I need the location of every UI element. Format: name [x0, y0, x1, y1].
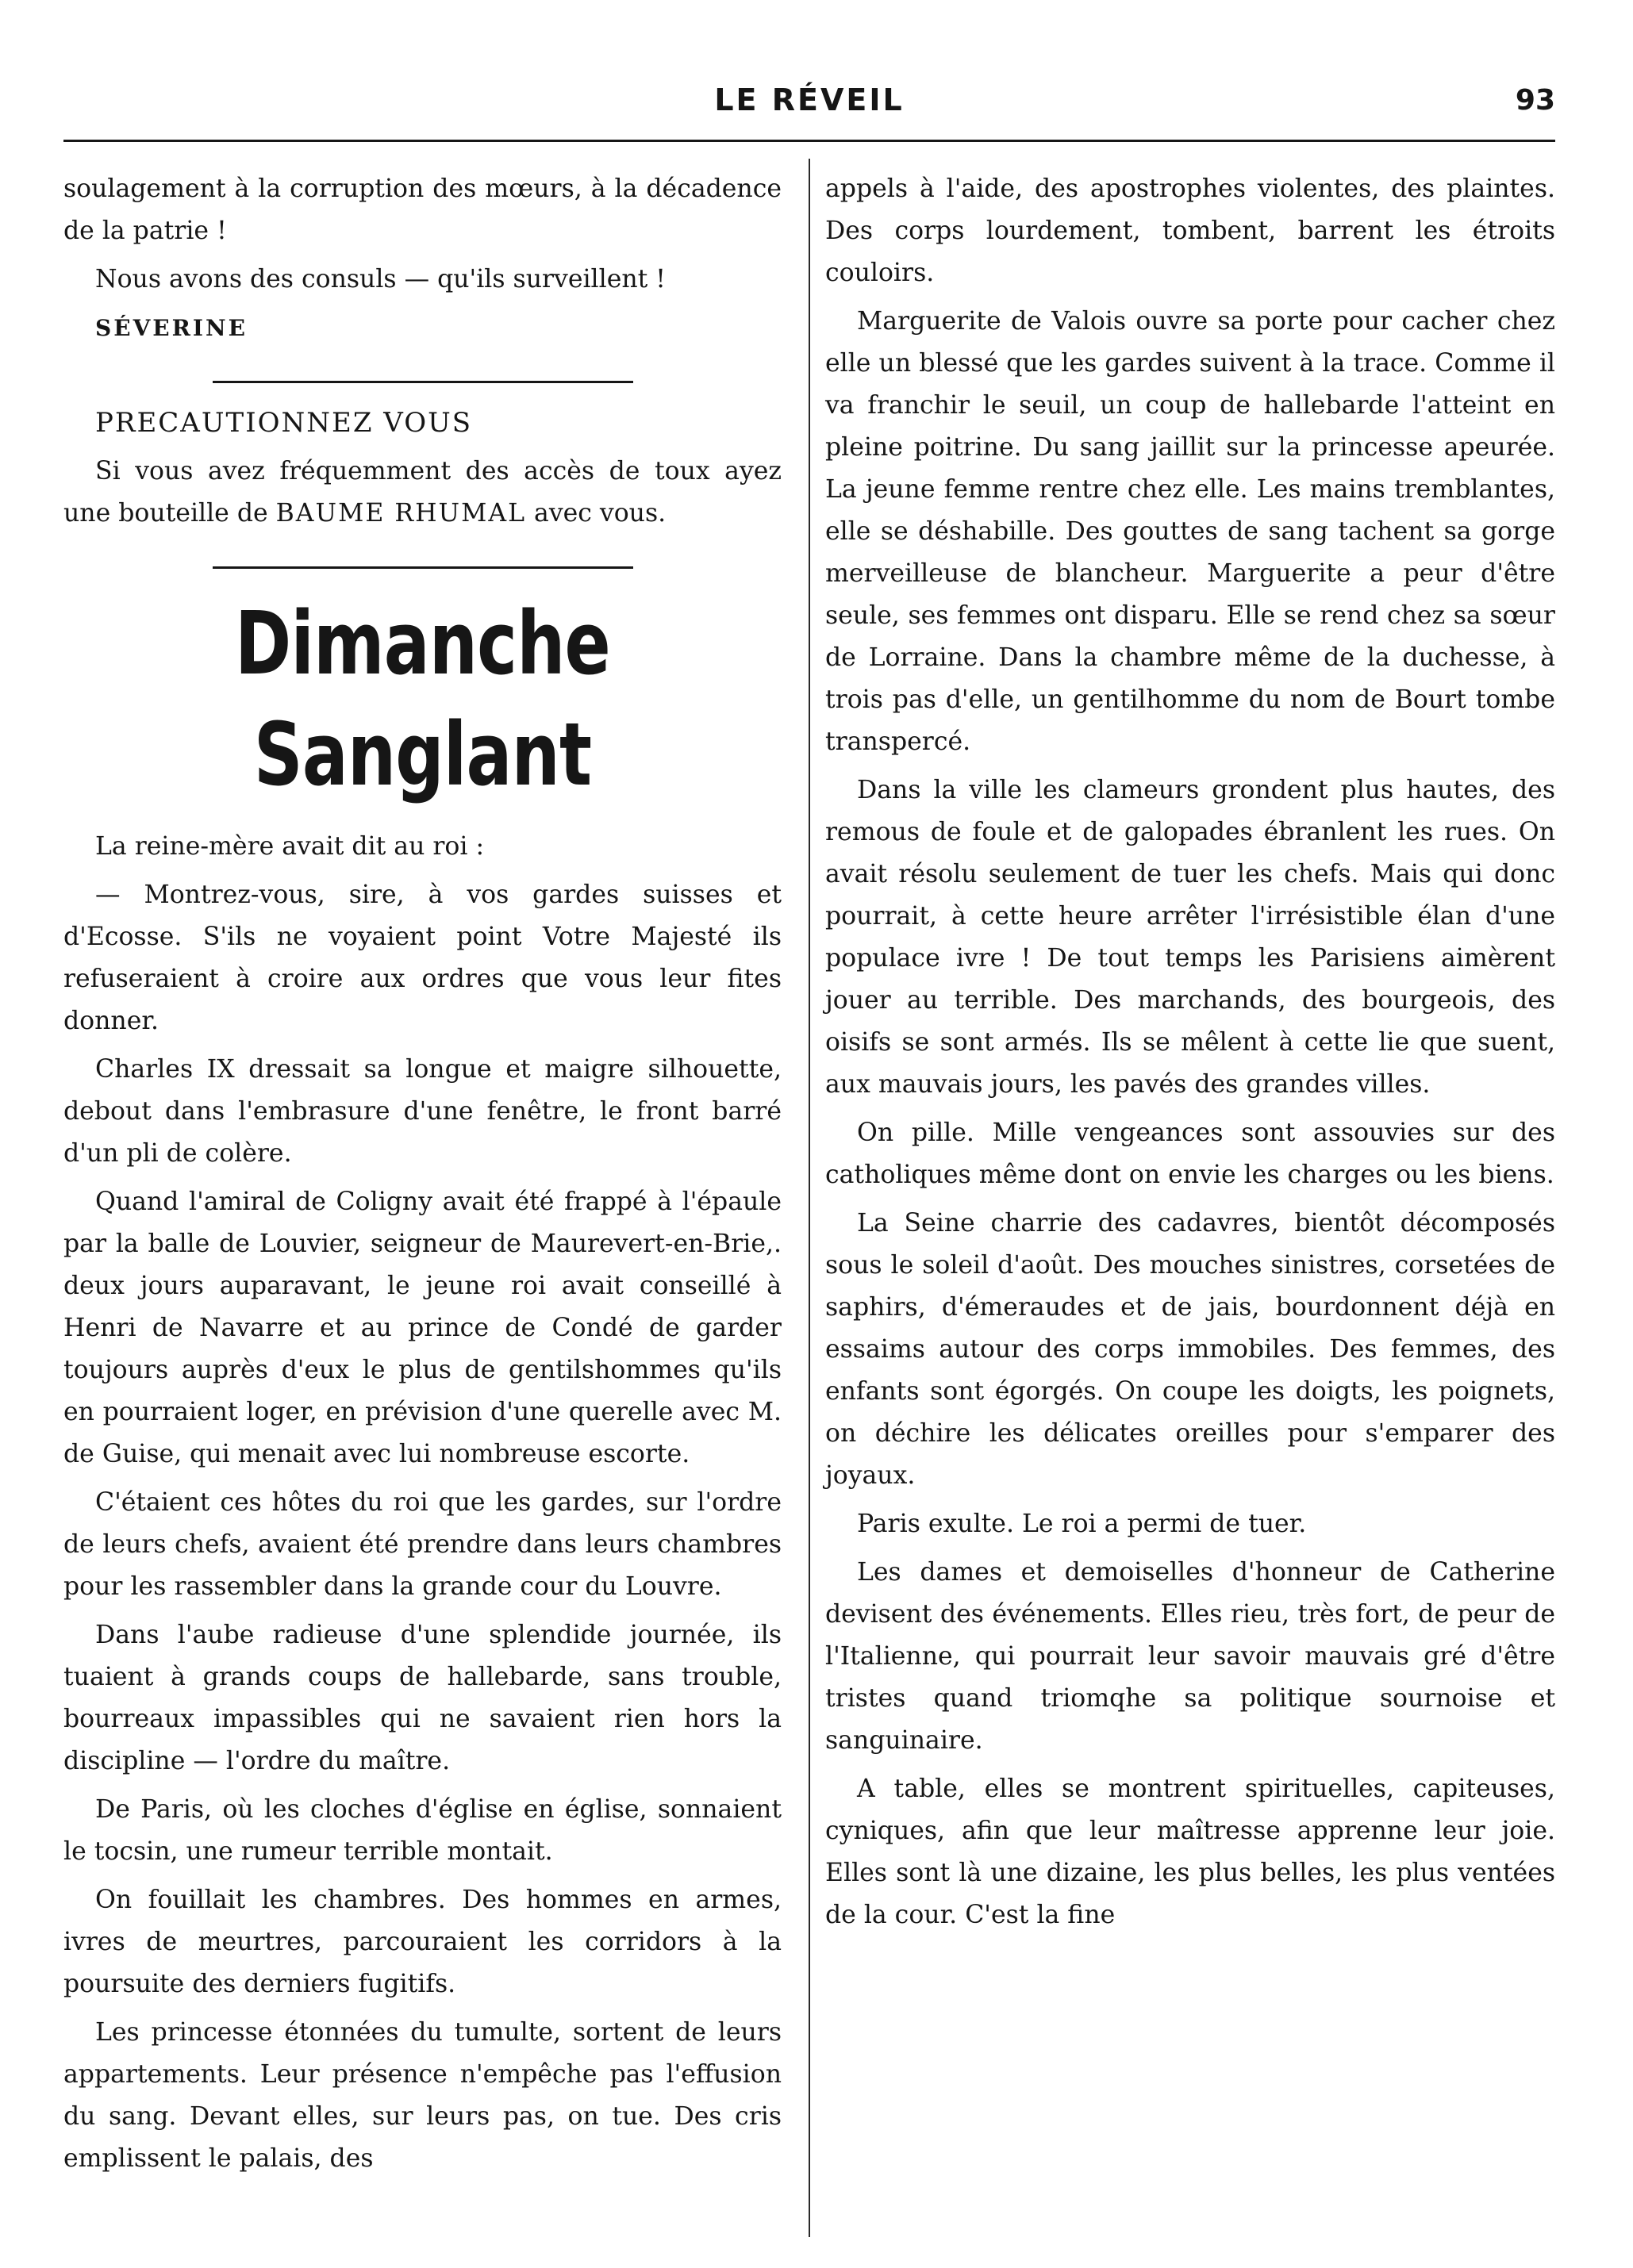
notice-title: PRECAUTIONNEZ VOUS	[95, 407, 473, 439]
paragraph: C'étaient ces hôtes du roi que les gardes, sur l'ordre de leurs chefs, avaient été prendre dans leurs chambres pour les rassembler dans la grande cour du Louvre.	[63, 1488, 782, 1601]
paragraph: soulagement à la corruption des mœurs, à la décadence de la patrie !	[63, 175, 782, 245]
paragraph: Dans la ville les clameurs grondent plus hautes, des remous de foule et de galopades ébranlent les rues. On avait résolu seulement de tuer les chefs. Mais qui donc pourrait, à cette heure arrêter l'irrésistible élan d'une populace ivre ! De tout temps les Parisiens aimèrent jouer au terrible. Des marchands, des bourgeois, des oisifs se sont armés. Ils se mêlent à cette lie que suent, aux mauvais jours, les pavés des grandes villes.	[825, 776, 1555, 1099]
paragraph: A table, elles se montrent spirituelles, capiteuses, cyniques, afin que leur maîtresse apprenne leur joie. Elles sont là une dizaine, les plus belles, les plus ventées de la cour. C'est la fine	[825, 1775, 1555, 1929]
notice-text	[63, 451, 782, 535]
journal-title: LE RÉVEIL	[714, 83, 905, 117]
notice-text-start: Si vous avez fréquemment des accès de toux ayez une bouteille de	[63, 457, 782, 528]
paragraph: La reine-mère avait dit au roi :	[95, 832, 485, 861]
article-title: Dimanche Sanglant	[235, 593, 610, 805]
page-number: 93	[1515, 84, 1555, 117]
left-column	[63, 168, 782, 2186]
paragraph: Marguerite de Valois ouvre sa porte pour cacher chez elle un blessé que les gardes suivent à la trace. Comme il va franchir le seuil, un coup de hallebarde l'atteint en pleine poitrine. Du sang jaillit sur la princesse apeurée. La jeune femme rentre chez elle. Les mains tremblantes, elle se déshabille. Des gouttes de sang tachent sa gorge merveilleuse de blancheur. Marguerite a peur d'être seule, ses femmes ont disparu. Elle se rend chez sa sœur de Lorraine. Dans la chambre même de la duchesse, à trois pas d'elle, un gentilhomme du nom de Bourt tombe transpercé.	[825, 307, 1555, 756]
paragraph: — Montrez-vous, sire, à vos gardes suisses et d'Ecosse. S'ils ne voyaient point Votre Majesté ils refuseraient à croire aux ordres que vous leur fites donner.	[63, 881, 782, 1035]
advertisement-notice	[63, 402, 782, 535]
paragraph: Nous avons des consuls — qu'ils surveillent !	[95, 265, 666, 294]
paragraph: Paris exulte. Le roi a permi de tuer.	[857, 1510, 1307, 1538]
paragraph: Les dames et demoiselles d'honneur de Catherine devisent des événements. Elles rieu, très fort, de peur de l'Italienne, qui pourrait leur savoir mauvais gré d'être tristes quand triomqhe sa politique sournoise et sanguinaire.	[825, 1558, 1555, 1755]
column-divider	[809, 159, 810, 2237]
paragraph: On pille. Mille vengeances sont assouvies sur des catholiques même dont on envie les charges ou les biens.	[825, 1119, 1555, 1189]
paragraph: appels à l'aide, des apostrophes violentes, des plaintes. Des corps lourdement, tombent, barrent les étroits couloirs.	[825, 175, 1555, 287]
paragraph: Quand l'amiral de Coligny avait été frappé à l'épaule par la balle de Louvier, seigneur de Maurevert-en-Brie,. deux jours auparavant, le jeune roi avait conseillé à Henri de Navarre et au prince de Condé de garder toujours auprès d'eux le plus de gentilshommes qu'ils en pourraient loger, en prévision d'une querelle avec M. de Guise, qui menait avec lui nombreuse escorte.	[63, 1188, 782, 1468]
paragraph: De Paris, où les cloches d'église en église, sonnaient le tocsin, une rumeur terrible montait.	[63, 1795, 782, 1866]
paragraph: La Seine charrie des cadavres, bientôt décomposés sous le soleil d'août. Des mouches sinistres, corsetées de saphirs, d'émeraudes et de jais, bourdonnent déjà en essaims autour des corps immobiles. Des femmes, des enfants sont égorgés. On coupe les doigts, les poignets, on déchire les délicates oreilles pour s'emparer des joyaux.	[825, 1209, 1555, 1490]
right-column	[825, 168, 1555, 1943]
header-rule	[63, 140, 1555, 142]
page-header	[63, 79, 1555, 135]
section-rule	[213, 381, 633, 383]
notice-text-end: avec vous.	[526, 499, 667, 528]
paragraph: Les princesse étonnées du tumulte, sortent de leurs appartements. Leur présence n'empêche pas l'effusion du sang. Devant elles, sur leurs pas, on tue. Des cris emplissent le palais, des	[63, 2018, 782, 2173]
paragraph: Charles IX dressait sa longue et maigre silhouette, debout dans l'embrasure d'une fenêtre, le front barré d'un pli de colère.	[63, 1055, 782, 1168]
paragraph: On fouillait les chambres. Des hommes en armes, ivres de meurtres, parcouraient les corridors à la poursuite des derniers fugitifs.	[63, 1886, 782, 1998]
section-rule	[213, 566, 633, 569]
product-name: BAUME RHUMAL	[275, 499, 527, 528]
paragraph: Dans l'aube radieuse d'une splendide journée, ils tuaient à grands coups de hallebarde, sans trouble, bourreaux impassibles qui ne savaient rien hors la discipline — l'ordre du maître.	[63, 1621, 782, 1775]
author-signature: SÉVERINE	[95, 315, 248, 341]
